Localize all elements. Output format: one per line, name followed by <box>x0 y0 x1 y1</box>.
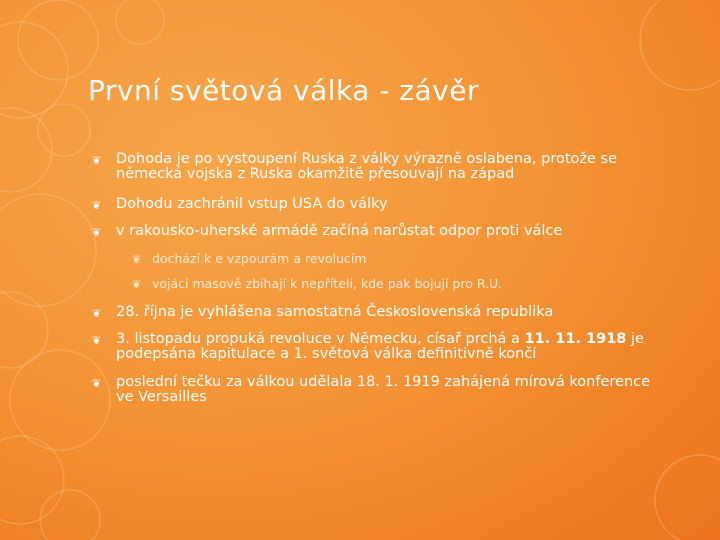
bullet-flourish-icon: ❦ <box>92 334 102 347</box>
bullet-item <box>92 152 652 182</box>
bullet-bold-date: 11. 11. 1918 <box>524 331 627 347</box>
slide-title: První světová válka - závěr <box>88 74 479 107</box>
bullet-item <box>92 332 652 362</box>
bullet-flourish-icon: ❦ <box>92 377 102 390</box>
bullet-text: Dohodu zachránil vstup USA do války <box>116 196 388 212</box>
bullet-flourish-icon: ❦ <box>132 278 142 291</box>
bullet-text: poslední tečku za válkou udělala 18. 1. 1919 zahájená mírová konference ve Versailles <box>116 374 651 405</box>
sub-bullet-text: dochází k e vzpourám a revolucím <box>152 251 367 266</box>
bullet-item <box>92 197 652 212</box>
bullet-text: v rakousko-uherské armádě začíná narůstat odpor proti válce <box>116 223 563 239</box>
bullet-item <box>92 305 652 320</box>
sub-bullet-item <box>92 276 652 291</box>
bullet-text-end: je podepsána kapitulace a 1. světová válka definitivně končí <box>116 331 644 362</box>
bullet-item <box>92 375 652 405</box>
bullet-flourish-icon: ❦ <box>92 226 102 239</box>
bullet-list <box>92 152 652 405</box>
bullet-item <box>92 224 652 239</box>
bullet-text: Dohoda je po vystoupení Ruska z války výrazně oslabena, protože se německá vojska z Ruska okamžitě přesouvají na západ <box>116 151 618 182</box>
sub-bullet-text: vojáci masově zbíhají k nepříteli, kde pak bojují pro R.U. <box>152 276 503 291</box>
sub-bullet-item <box>92 251 652 266</box>
bullet-text: 28. října je vyhlášena samostatná Československá republika <box>116 304 554 320</box>
bullet-flourish-icon: ❦ <box>92 154 102 167</box>
bullet-text-start: 3. listopadu propuká revoluce v Německu, císař prchá a <box>116 331 525 347</box>
bullet-flourish-icon: ❦ <box>92 307 102 320</box>
bullet-flourish-icon: ❦ <box>132 253 142 266</box>
bullet-flourish-icon: ❦ <box>92 199 102 212</box>
